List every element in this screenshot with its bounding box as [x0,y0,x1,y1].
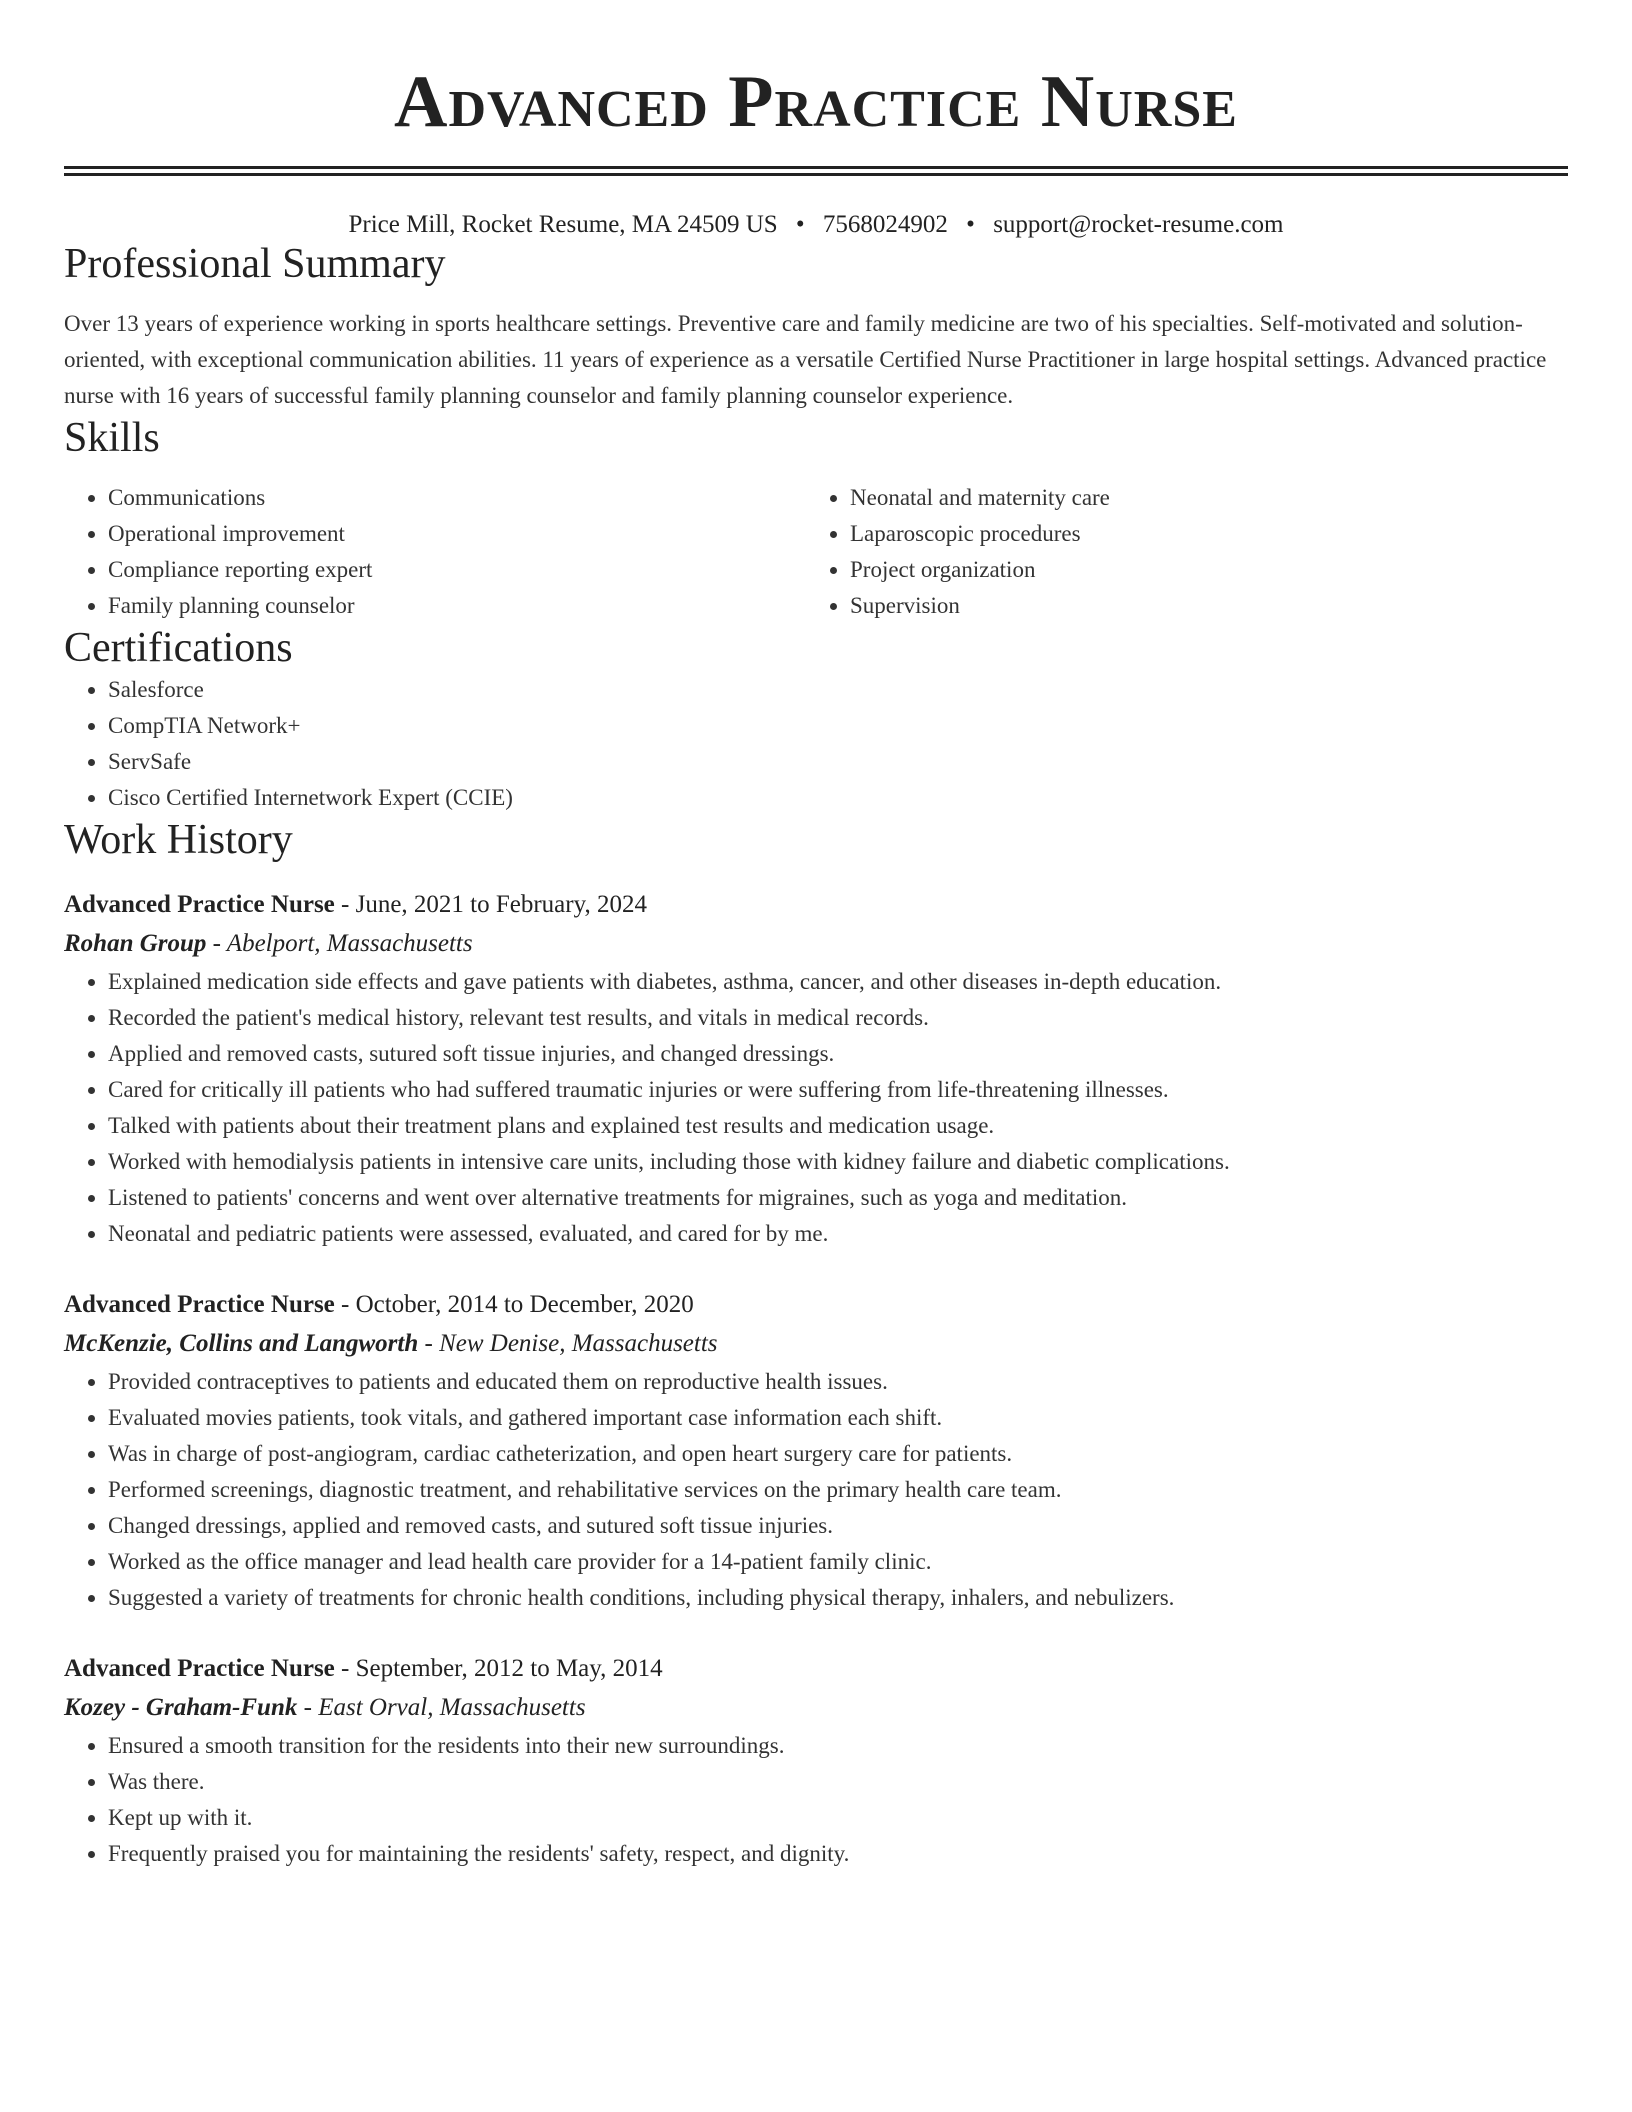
skill-item: • Supervision [850,588,1548,624]
work-history-heading: Work History [64,817,293,863]
job-duty: • Applied and removed casts, sutured soft tissue injuries, and changed dressings. [108,1036,1568,1072]
job-duty: • Changed dressings, applied and removed casts, and sutured soft tissue injuries. [108,1508,1568,1544]
job-duty: • Cared for critically ill patients who had suffered traumatic injuries or were suffering from life-threatening illnesses. [108,1072,1568,1108]
certification-item: • Salesforce [108,672,1568,708]
job-role: Advanced Practice Nurse [64,1291,335,1318]
job-company: Rohan Group [64,930,207,957]
contact-phone: 7568024902 [822,211,948,238]
job-duty: • Was there. [108,1764,1568,1800]
job-duty: • Ensured a smooth transition for the residents into their new surroundings. [108,1728,1568,1764]
job-duty: • Neonatal and pediatric patients were assessed, evaluated, and cared for by me. [108,1216,1568,1252]
skill-item: • Compliance reporting expert [108,552,806,588]
summary-text: Over 13 years of experience working in sports healthcare settings. Preventive care and family medicine are two of his specialties. Self-motivated and solution-oriented, with exceptional communication abilities. 11 years of experience as a versatile Certified Nurse Practitioner in large hospital settings. Advanced practice nurse with 16 years of successful family planning counselor and family planning counselor experience. [64,311,1547,408]
certification-item: • CompTIA Network+ [108,708,1568,744]
job-entry [64,886,1568,1252]
job-location: - Abelport, Massachusetts [206,930,473,957]
certification-item: • Cisco Certified Internetwork Expert (CCIE) [108,780,1568,816]
skills-grid [64,480,1568,624]
certifications-heading: Certifications [64,625,293,671]
job-dates: - October, 2014 to December, 2020 [334,1291,694,1318]
contact-email: support@rocket-resume.com [993,211,1284,238]
contact-separator: • [795,211,805,238]
job-header [64,1650,1568,1688]
job-duty: • Suggested a variety of treatments for chronic health conditions, including physical therapy, inhalers, and nebulizers. [108,1580,1568,1616]
contact-separator: • [966,211,975,238]
job-duty: • Kept up with it. [108,1800,1568,1836]
job-duty: • Evaluated movies patients, took vitals, and gathered important case information each shift. [108,1400,1568,1436]
job-duty: • Was in charge of post-angiogram, cardiac catheterization, and open heart surgery care for patients. [108,1436,1568,1472]
skills-column-right [806,480,1548,624]
contact-line [64,210,1568,240]
certification-item: • ServSafe [108,744,1568,780]
skills-list-right [806,480,1548,624]
job-location: - East Orval, Massachusetts [297,1694,586,1721]
skill-item: • Neonatal and maternity care [850,480,1548,516]
skill-item: • Operational improvement [108,516,806,552]
job-location: - New Denise, Massachusetts [418,1330,718,1357]
resume-name: Advanced Practice Nurse [394,61,1238,143]
job-entry [64,1286,1568,1616]
job-employer [64,1688,1568,1728]
job-duty: • Explained medication side effects and gave patients with diabetes, asthma, cancer, and other diseases in-depth education. [108,964,1568,1000]
job-dates: - September, 2012 to May, 2014 [334,1655,663,1682]
job-company: Kozey - Graham-Funk [64,1694,298,1721]
job-duty: • Provided contraceptives to patients and educated them on reproductive health issues. [108,1364,1568,1400]
skills-list-left [64,480,806,624]
skill-item: • Laparoscopic procedures [850,516,1548,552]
contact-address: Price Mill, Rocket Resume, MA 24509 US [348,211,778,238]
job-duty: • Performed screenings, diagnostic treatment, and rehabilitative services on the primary health care team. [108,1472,1568,1508]
certifications-list [64,672,1568,816]
job-duty: • Worked with hemodialysis patients in intensive care units, including those with kidney failure and diabetic complications. [108,1144,1568,1180]
job-header [64,886,1568,924]
job-employer [64,1324,1568,1364]
job-duties-list [64,1364,1568,1616]
job-duties-list [64,1728,1568,1872]
job-duty: • Recorded the patient's medical history, relevant test results, and vitals in medical records. [108,1000,1568,1036]
job-entry [64,1650,1568,1872]
job-duty: • Frequently praised you for maintaining the residents' safety, respect, and dignity. [108,1836,1568,1872]
job-duty: • Listened to patients' concerns and went over alternative treatments for migraines, such as yoga and meditation. [108,1180,1568,1216]
skills-heading: Skills [64,415,160,461]
job-header [64,1286,1568,1324]
skill-item: • Family planning counselor [108,588,806,624]
job-employer [64,924,1568,964]
job-role: Advanced Practice Nurse [64,1655,335,1682]
job-company: McKenzie, Collins and Langworth [64,1330,419,1357]
skill-item: • Communications [108,480,806,516]
summary-heading: Professional Summary [64,241,446,287]
job-duty: • Talked with patients about their treatment plans and explained test results and medication usage. [108,1108,1568,1144]
skills-column-left [64,480,806,624]
job-duties-list [64,964,1568,1252]
header-divider [64,166,1568,176]
skill-item: • Project organization [850,552,1548,588]
job-role: Advanced Practice Nurse [64,891,335,918]
job-dates: - June, 2021 to February, 2024 [334,891,647,918]
resume-page [64,0,1568,1872]
job-duty: • Worked as the office manager and lead health care provider for a 14-patient family clinic. [108,1544,1568,1580]
